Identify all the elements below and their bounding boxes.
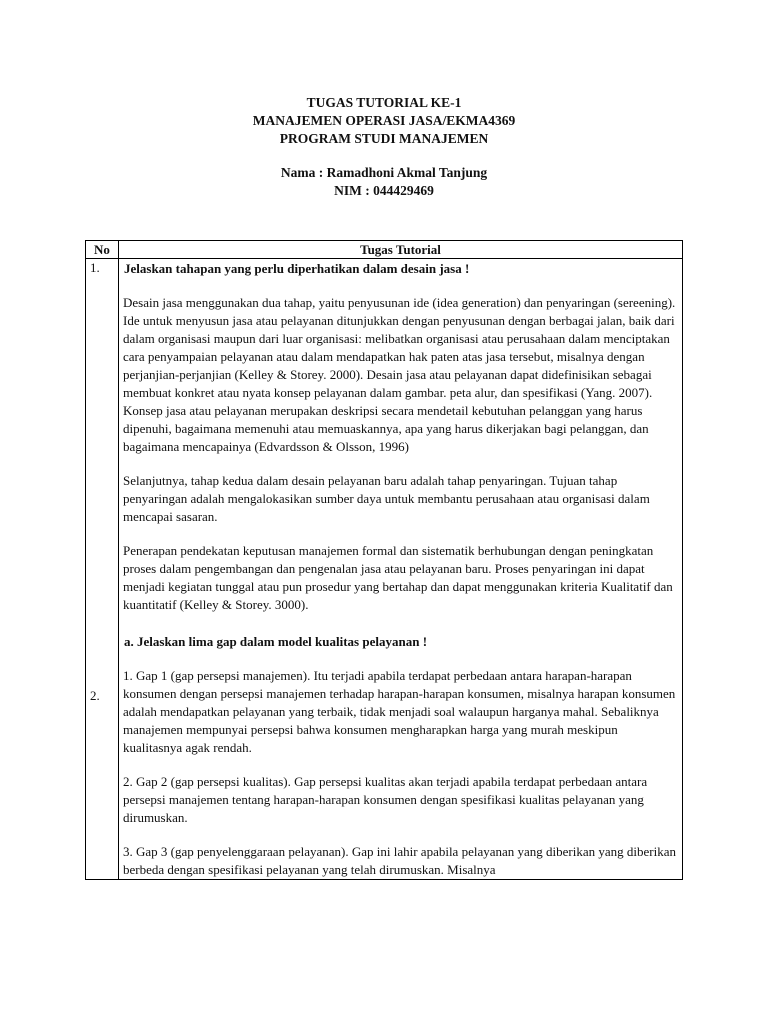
title-line-1: TUGAS TUTORIAL KE-1 [306,95,462,110]
row-number-1: 1. [90,260,100,275]
table-row [86,259,683,880]
answer-1-paragraph-1: Desain jasa menggunakan dua tahap, yaitu penyusunan ide (idea generation) dan penyaringan (sereening). Ide untuk menyusun jasa atau pelayanan ditunjukkan dengan penyusunan dengan berbagai jalan, baik dari dalam organisasi maupun dari luar organisasi: melibatkan organisasi atau perusahaan dalam menciptakan cara penyampaian pelayanan atau dalam mendapatkan hak paten atas jasa tersebut, misalnya dengan perjanjian-perjanjian (Kelley & Storey. 2000). Desain jasa atau pelayanan dapat didefinisikan sebagai membuat konkret atau nyata konsep pelayanan dalam gambar. peta alur, dan spesifikasi (Yang. 2007). Konsep jasa atau pelayanan merupakan deskripsi secara mendetail kebutuhan pelanggan yang harus dipenuhi, bagaimana memenuhi atau memuaskannya, apa yang harus dikerjakan bagi pelanggan, dan bagaimana mencapainya (Edvardsson & Olsson, 1996) [123,295,676,454]
answer-2-paragraph-3: 3. Gap 3 (gap penyelenggaraan pelayanan). Gap ini lahir apabila pelayanan yang diberikan yang diberikan berbeda dengan spesifikasi pelayanan yang telah dirumuskan. Misalnya [123,844,676,877]
question-1: Jelaskan tahapan yang perlu diperhatikan dalam desain jasa ! [124,261,470,276]
answer-2-paragraph-2: 2. Gap 2 (gap persepsi kualitas). Gap persepsi kualitas akan terjadi apabila terdapat perbedaan antara persepsi manajemen tentang harapan-harapan konsumen dengan spesifikasi kualitas pelayanan yang dirumuskan. [123,774,648,825]
column-header-task: Tugas Tutorial [119,241,683,259]
document-header [0,94,768,200]
answer-2-paragraph-1: 1. Gap 1 (gap persepsi manajemen). Itu terjadi apabila terdapat perbedaan antara harapan-harapan konsumen dengan persepsi manajemen terhadap harapan-harapan konsumen, misalnya harapan konsumen adalah mendapatkan pelayanan yang terbaik, tidak menjadi soal walaupun harganya mahal. Sebaliknya manajemen mempunyai persepsi bahwa konsumen mengharapkan harga yang murah meskipun kualitasnya agak rendah. [123,668,676,755]
title-line-3: PROGRAM STUDI MANAJEMEN [279,131,489,146]
answer-1-paragraph-3: Penerapan pendekatan keputusan manajemen formal dan sistematik berhubungan dengan peningkatan proses dalam pengembangan dan pengenalan jasa atau pelayanan baru. Proses penyaringan ini dapat menjadi kegiatan tunggal atau pun prosedur yang bertahap dan dapat menggunakan kriteria Kualitatif dan kuantitatif (Kelley & Storey. 3000). [123,543,673,612]
table-header-row [86,241,683,259]
title-line-2: MANAJEMEN OPERASI JASA/EKMA4369 [252,113,516,128]
question-2: a. Jelaskan lima gap dalam model kualitas pelayanan ! [124,634,428,649]
row-numbers-cell [86,259,119,880]
task-content-cell [119,259,683,880]
tutorial-table [85,240,683,880]
row-number-2: 2. [90,688,100,703]
answer-1-paragraph-2: Selanjutnya, tahap kedua dalam desain pelayanan baru adalah tahap penyaringan. Tujuan tahap penyaringan adalah mengalokasikan sumber daya untuk membantu perusahaan atau organisasi dalam mencapai sasaran. [123,473,650,524]
column-header-no: No [86,241,119,259]
student-name: Nama : Ramadhoni Akmal Tanjung [280,165,488,180]
student-nim: NIM : 044429469 [334,183,434,198]
